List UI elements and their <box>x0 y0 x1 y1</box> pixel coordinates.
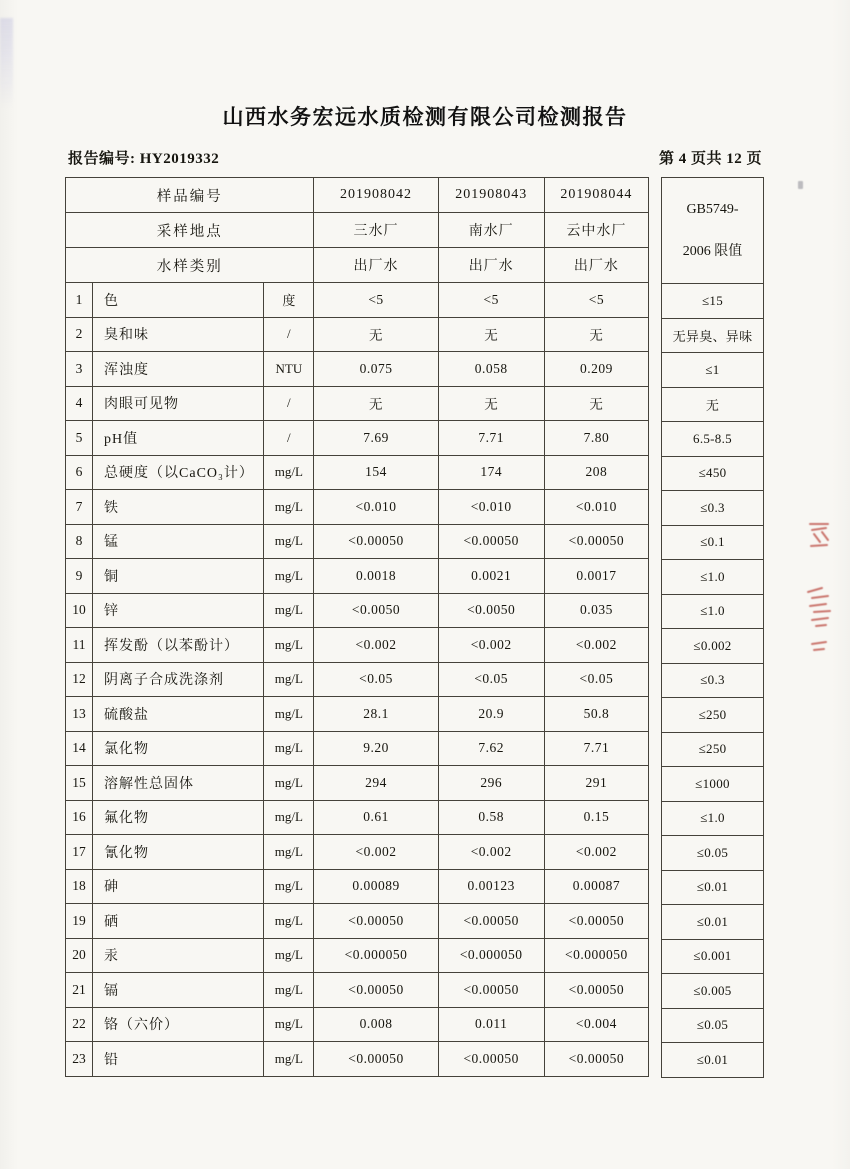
row-number-cell: 20 <box>66 938 93 973</box>
parameter-name-cell: 镉 <box>93 973 264 1008</box>
unit-cell: mg/L <box>264 455 314 490</box>
result-value-cell: 28.1 <box>314 697 438 732</box>
result-value-cell: 无 <box>438 317 544 352</box>
result-value-cell: 50.8 <box>544 697 648 732</box>
table-header-row <box>66 178 649 213</box>
result-value-cell: 无 <box>544 317 648 352</box>
result-value-cell: <0.05 <box>438 662 544 697</box>
limit-value-cell: ≤0.05 <box>662 1008 764 1043</box>
unit-cell: mg/L <box>264 904 314 939</box>
table-row <box>66 1042 649 1077</box>
row-number-cell: 22 <box>66 1007 93 1042</box>
result-value-cell: <0.000050 <box>314 938 438 973</box>
page-indicator: 第 4 页共 12 页 <box>658 151 762 167</box>
sample-header-cell: 出厂水 <box>438 248 544 283</box>
limit-row <box>662 1043 764 1078</box>
limit-row <box>662 836 764 871</box>
parameter-name-cell: 挥发酚（以苯酚计） <box>93 628 264 663</box>
result-value-cell: 0.209 <box>544 352 648 387</box>
row-number-cell: 10 <box>66 593 93 628</box>
limit-row <box>662 594 764 629</box>
parameter-name-cell: 铁 <box>93 490 264 525</box>
unit-cell: / <box>264 386 314 421</box>
limit-value-cell: ≤15 <box>662 284 764 319</box>
row-number-cell: 1 <box>66 283 93 318</box>
result-value-cell: <0.010 <box>438 490 544 525</box>
sample-header-cell: 201908044 <box>544 178 648 213</box>
header-label-cell: 采样地点 <box>66 213 314 248</box>
unit-cell: mg/L <box>264 593 314 628</box>
limit-row <box>662 732 764 767</box>
result-value-cell: 0.0017 <box>544 559 648 594</box>
limit-row <box>662 318 764 353</box>
parameter-name-cell: 总硬度（以CaCO₃计） <box>93 455 264 490</box>
row-number-cell: 16 <box>66 800 93 835</box>
result-value-cell: <0.00050 <box>544 1042 648 1077</box>
result-value-cell: <0.002 <box>314 628 438 663</box>
sample-header-cell: 三水厂 <box>314 213 438 248</box>
unit-cell: mg/L <box>264 628 314 663</box>
unit-cell: mg/L <box>264 697 314 732</box>
unit-cell: mg/L <box>264 490 314 525</box>
limit-row <box>662 629 764 664</box>
result-value-cell: 7.69 <box>314 421 438 456</box>
limit-row <box>662 698 764 733</box>
limit-header-row <box>662 178 764 284</box>
row-number-cell: 17 <box>66 835 93 870</box>
limit-row <box>662 663 764 698</box>
sample-header-cell: 201908042 <box>314 178 438 213</box>
limit-value-cell: ≤0.001 <box>662 939 764 974</box>
table-header-row <box>66 248 649 283</box>
limit-standard-line2: 2006 限值 <box>682 243 743 259</box>
result-value-cell: <0.05 <box>544 662 648 697</box>
result-value-cell: <5 <box>544 283 648 318</box>
result-value-cell: 0.00123 <box>438 869 544 904</box>
table-row <box>66 421 649 456</box>
unit-cell: mg/L <box>264 766 314 801</box>
unit-cell: mg/L <box>264 524 314 559</box>
parameter-name-cell: 氰化物 <box>93 835 264 870</box>
table-row <box>66 938 649 973</box>
parameter-name-cell: 阴离子合成洗涤剂 <box>93 662 264 697</box>
limit-value-cell: ≤0.3 <box>662 491 764 526</box>
parameter-name-cell: 浑浊度 <box>93 352 264 387</box>
result-value-cell: <0.00050 <box>438 904 544 939</box>
limit-value-cell: ≤0.01 <box>662 1043 764 1078</box>
unit-cell: mg/L <box>264 1042 314 1077</box>
result-value-cell: <0.002 <box>438 835 544 870</box>
limit-row <box>662 767 764 802</box>
row-number-cell: 2 <box>66 317 93 352</box>
sample-header-cell: 南水厂 <box>438 213 544 248</box>
limit-row <box>662 939 764 974</box>
report-number <box>68 147 219 168</box>
result-value-cell: <0.000050 <box>438 938 544 973</box>
row-number-cell: 9 <box>66 559 93 594</box>
parameter-name-cell: pH值 <box>93 421 264 456</box>
limit-value-cell: ≤250 <box>662 698 764 733</box>
row-number-cell: 12 <box>66 662 93 697</box>
limit-value-cell: 无 <box>662 387 764 422</box>
limit-row <box>662 284 764 319</box>
report-meta <box>68 147 762 169</box>
unit-cell: mg/L <box>264 973 314 1008</box>
table-row <box>66 1007 649 1042</box>
result-value-cell: <0.00050 <box>544 904 648 939</box>
result-value-cell: <0.010 <box>544 490 648 525</box>
parameter-name-cell: 铬（六价） <box>93 1007 264 1042</box>
header-label-cell: 样品编号 <box>66 178 314 213</box>
sample-header-cell: 出厂水 <box>314 248 438 283</box>
limit-value-cell: ≤1.0 <box>662 560 764 595</box>
scan-edge-smudge <box>0 18 13 108</box>
parameter-name-cell: 硒 <box>93 904 264 939</box>
unit-cell: / <box>264 421 314 456</box>
table-row <box>66 800 649 835</box>
result-value-cell: 0.035 <box>544 593 648 628</box>
limit-value-cell: ≤0.002 <box>662 629 764 664</box>
table-header-row <box>66 213 649 248</box>
limit-value-cell: ≤1000 <box>662 767 764 802</box>
table-row <box>66 766 649 801</box>
limit-row <box>662 801 764 836</box>
row-number-cell: 7 <box>66 490 93 525</box>
unit-cell: mg/L <box>264 938 314 973</box>
unit-cell: mg/L <box>264 869 314 904</box>
table-row <box>66 455 649 490</box>
parameter-name-cell: 硫酸盐 <box>93 697 264 732</box>
results-area <box>65 177 764 1078</box>
limit-value-cell: ≤0.005 <box>662 974 764 1009</box>
result-value-cell: <0.002 <box>544 628 648 663</box>
table-row <box>66 731 649 766</box>
limit-row <box>662 560 764 595</box>
limit-value-cell: ≤250 <box>662 732 764 767</box>
result-value-cell: <0.0050 <box>438 593 544 628</box>
parameter-name-cell: 色 <box>93 283 264 318</box>
result-value-cell: 0.15 <box>544 800 648 835</box>
table-row <box>66 490 649 525</box>
result-value-cell: <0.010 <box>314 490 438 525</box>
unit-cell: mg/L <box>264 731 314 766</box>
report-number-label: 报告编号: <box>68 151 140 167</box>
sample-header-cell: 出厂水 <box>544 248 648 283</box>
table-row <box>66 352 649 387</box>
table-row <box>66 697 649 732</box>
result-value-cell: 无 <box>438 386 544 421</box>
unit-cell: mg/L <box>264 800 314 835</box>
report-title: 山西水务宏远水质检测有限公司检测报告 <box>222 106 628 129</box>
parameter-name-cell: 锰 <box>93 524 264 559</box>
result-value-cell: <0.00050 <box>438 1042 544 1077</box>
limit-row <box>662 387 764 422</box>
row-number-cell: 3 <box>66 352 93 387</box>
limit-table <box>661 177 764 1078</box>
unit-cell: mg/L <box>264 835 314 870</box>
result-value-cell: <5 <box>438 283 544 318</box>
scan-speck <box>798 181 803 189</box>
limit-value-cell: ≤1 <box>662 353 764 388</box>
row-number-cell: 14 <box>66 731 93 766</box>
unit-cell: 度 <box>264 283 314 318</box>
result-value-cell: <0.002 <box>544 835 648 870</box>
limit-row <box>662 491 764 526</box>
unit-cell: mg/L <box>264 1007 314 1042</box>
unit-cell: mg/L <box>264 662 314 697</box>
result-value-cell: <0.002 <box>314 835 438 870</box>
result-value-cell: 7.80 <box>544 421 648 456</box>
result-value-cell: 0.00087 <box>544 869 648 904</box>
parameter-name-cell: 锌 <box>93 593 264 628</box>
unit-cell: mg/L <box>264 559 314 594</box>
parameter-name-cell: 铅 <box>93 1042 264 1077</box>
table-row <box>66 835 649 870</box>
table-row <box>66 524 649 559</box>
limit-row <box>662 456 764 491</box>
table-row <box>66 593 649 628</box>
limit-row <box>662 1008 764 1043</box>
parameter-name-cell: 肉眼可见物 <box>93 386 264 421</box>
result-value-cell: <0.00050 <box>544 973 648 1008</box>
row-number-cell: 8 <box>66 524 93 559</box>
parameter-name-cell: 砷 <box>93 869 264 904</box>
result-value-cell: 7.71 <box>544 731 648 766</box>
result-value-cell: 7.62 <box>438 731 544 766</box>
result-value-cell: <0.0050 <box>314 593 438 628</box>
result-value-cell: <0.00050 <box>544 524 648 559</box>
result-value-cell: 0.075 <box>314 352 438 387</box>
limit-standard-line1: GB5749- <box>686 201 739 217</box>
result-value-cell: 0.0021 <box>438 559 544 594</box>
table-row <box>66 869 649 904</box>
limit-value-cell: ≤0.01 <box>662 905 764 940</box>
table-row <box>66 904 649 939</box>
result-value-cell: 0.00089 <box>314 869 438 904</box>
limit-value-cell: ≤1.0 <box>662 801 764 836</box>
result-value-cell: <0.00050 <box>314 524 438 559</box>
parameter-name-cell: 铜 <box>93 559 264 594</box>
row-number-cell: 11 <box>66 628 93 663</box>
result-value-cell: <0.000050 <box>544 938 648 973</box>
result-value-cell: 7.71 <box>438 421 544 456</box>
table-row <box>66 386 649 421</box>
limit-value-cell: ≤0.3 <box>662 663 764 698</box>
result-value-cell: 20.9 <box>438 697 544 732</box>
result-value-cell: 291 <box>544 766 648 801</box>
result-value-cell: 0.058 <box>438 352 544 387</box>
result-value-cell: 无 <box>314 386 438 421</box>
header-label-cell: 水样类别 <box>66 248 314 283</box>
result-value-cell: 0.008 <box>314 1007 438 1042</box>
result-value-cell: <0.00050 <box>314 973 438 1008</box>
parameter-name-cell: 臭和味 <box>93 317 264 352</box>
parameter-name-cell: 溶解性总固体 <box>93 766 264 801</box>
results-table <box>65 177 649 1077</box>
result-value-cell: <0.00050 <box>438 973 544 1008</box>
row-number-cell: 19 <box>66 904 93 939</box>
row-number-cell: 15 <box>66 766 93 801</box>
sample-header-cell: 云中水厂 <box>544 213 648 248</box>
row-number-cell: 18 <box>66 869 93 904</box>
result-value-cell: <0.004 <box>544 1007 648 1042</box>
result-value-cell: 208 <box>544 455 648 490</box>
table-row <box>66 628 649 663</box>
limit-value-cell: 6.5-8.5 <box>662 422 764 457</box>
result-value-cell: <0.05 <box>314 662 438 697</box>
table-row <box>66 973 649 1008</box>
row-number-cell: 23 <box>66 1042 93 1077</box>
sample-header-cell: 201908043 <box>438 178 544 213</box>
row-number-cell: 6 <box>66 455 93 490</box>
result-value-cell: <0.002 <box>438 628 544 663</box>
table-row <box>66 317 649 352</box>
result-value-cell: 296 <box>438 766 544 801</box>
result-value-cell: <0.00050 <box>314 904 438 939</box>
limit-value-cell: ≤0.05 <box>662 836 764 871</box>
row-number-cell: 21 <box>66 973 93 1008</box>
limit-row <box>662 870 764 905</box>
result-value-cell: 294 <box>314 766 438 801</box>
report-number-value: HY2019332 <box>139 151 220 167</box>
limit-row <box>662 422 764 457</box>
result-value-cell: <0.00050 <box>438 524 544 559</box>
result-value-cell: 0.61 <box>314 800 438 835</box>
result-value-cell: 9.20 <box>314 731 438 766</box>
table-row <box>66 283 649 318</box>
limit-standard-cell <box>662 178 764 284</box>
unit-cell: NTU <box>264 352 314 387</box>
row-number-cell: 5 <box>66 421 93 456</box>
unit-cell: / <box>264 317 314 352</box>
table-row <box>66 662 649 697</box>
limit-value-cell: ≤0.1 <box>662 525 764 560</box>
table-row <box>66 559 649 594</box>
limit-row <box>662 525 764 560</box>
limit-value-cell: ≤450 <box>662 456 764 491</box>
result-value-cell: 0.0018 <box>314 559 438 594</box>
limit-value-cell: ≤1.0 <box>662 594 764 629</box>
result-value-cell: 无 <box>314 317 438 352</box>
result-value-cell: 0.011 <box>438 1007 544 1042</box>
limit-row <box>662 353 764 388</box>
limit-value-cell: ≤0.01 <box>662 870 764 905</box>
limit-value-cell: 无异臭、异味 <box>662 318 764 353</box>
parameter-name-cell: 氯化物 <box>93 731 264 766</box>
result-value-cell: 154 <box>314 455 438 490</box>
result-value-cell: 174 <box>438 455 544 490</box>
result-value-cell: <0.00050 <box>314 1042 438 1077</box>
result-value-cell: <5 <box>314 283 438 318</box>
limit-row <box>662 974 764 1009</box>
parameter-name-cell: 汞 <box>93 938 264 973</box>
limit-row <box>662 905 764 940</box>
red-seal-fragment <box>802 512 836 662</box>
result-value-cell: 0.58 <box>438 800 544 835</box>
result-value-cell: 无 <box>544 386 648 421</box>
parameter-name-cell: 氟化物 <box>93 800 264 835</box>
row-number-cell: 13 <box>66 697 93 732</box>
row-number-cell: 4 <box>66 386 93 421</box>
